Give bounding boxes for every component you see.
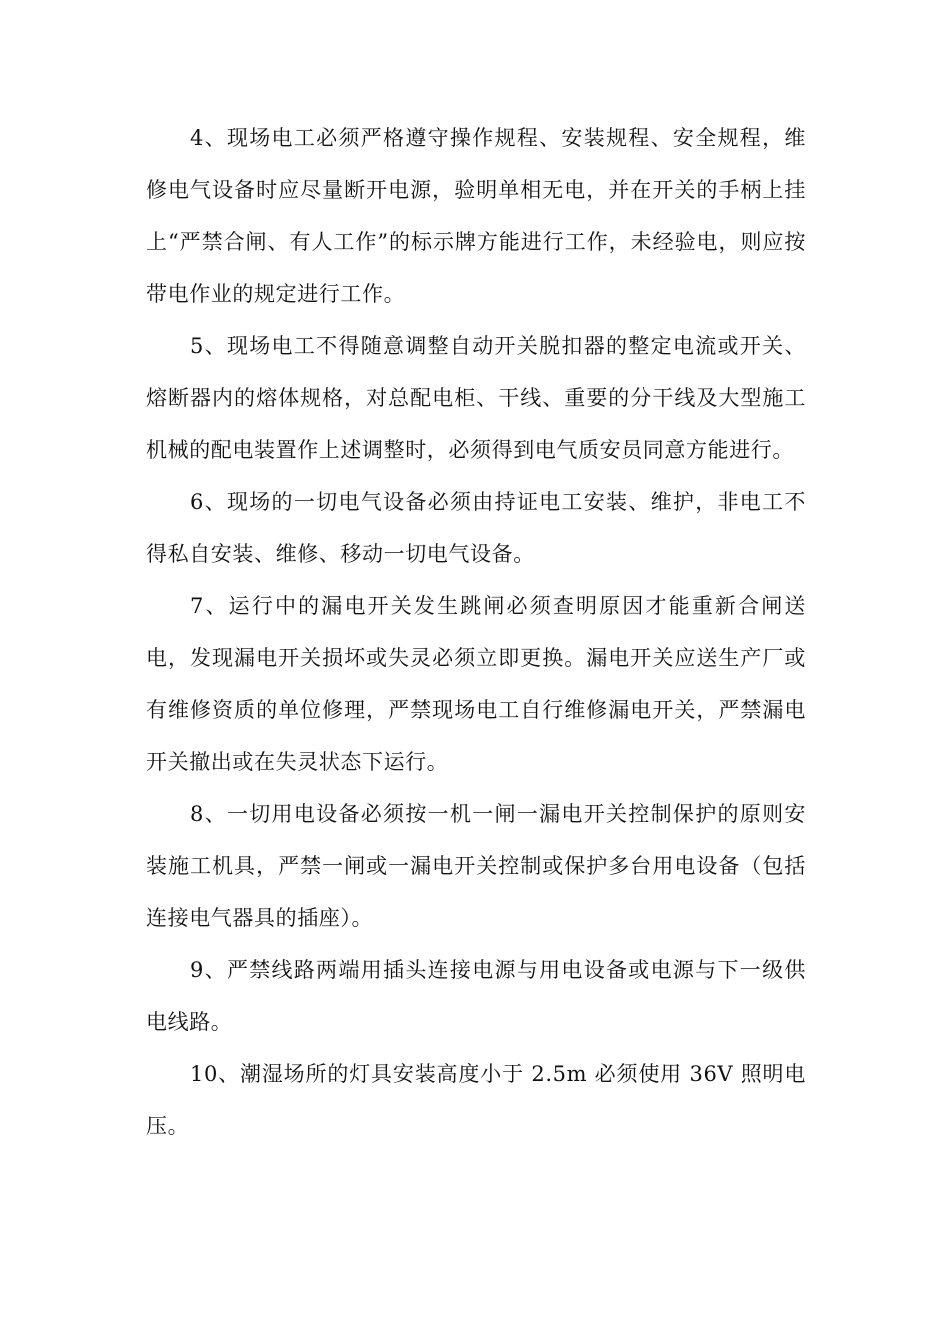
paragraph-item-5: 5、现场电工不得随意调整自动开关脱扣器的整定电流或开关、熔断器内的熔体规格，对总配电柜、干线、重要的分干线及大型施工机械的配电装置作上述调整时，必须得到电气质安员同意方能进行。 [146,334,806,462]
paragraph-item-10: 10、潮湿场所的灯具安装高度小于 2.5m 必须使用 36V 照明电压。 [146,1062,806,1138]
paragraph-item-9: 9、严禁线路两端用插头连接电源与用电设备或电源与下一级供电线路。 [146,958,806,1034]
paragraph-item-6: 6、现场的一切电气设备必须由持证电工安装、维护，非电工不得私自安装、维修、移动一切电气设备。 [146,490,806,566]
paragraph-item-8: 8、一切用电设备必须按一机一闸一漏电开关控制保护的原则安装施工机具，严禁一闸或一漏电开关控制或保护多台用电设备（包括连接电气器具的插座）。 [146,802,806,930]
document-body [146,112,806,1152]
paragraph-item-4: 4、现场电工必须严格遵守操作规程、安装规程、安全规程，维修电气设备时应尽量断开电源，验明单相无电，并在开关的手柄上挂上“严禁合闸、有人工作”的标示牌方能进行工作，未经验电，则应按带电作业的规定进行工作。 [146,126,806,306]
paragraph-item-7: 7、运行中的漏电开关发生跳闸必须查明原因才能重新合闸送电，发现漏电开关损坏或失灵必须立即更换。漏电开关应送生产厂或有维修资质的单位修理，严禁现场电工自行维修漏电开关，严禁漏电开关撤出或在失灵状态下运行。 [146,594,806,774]
